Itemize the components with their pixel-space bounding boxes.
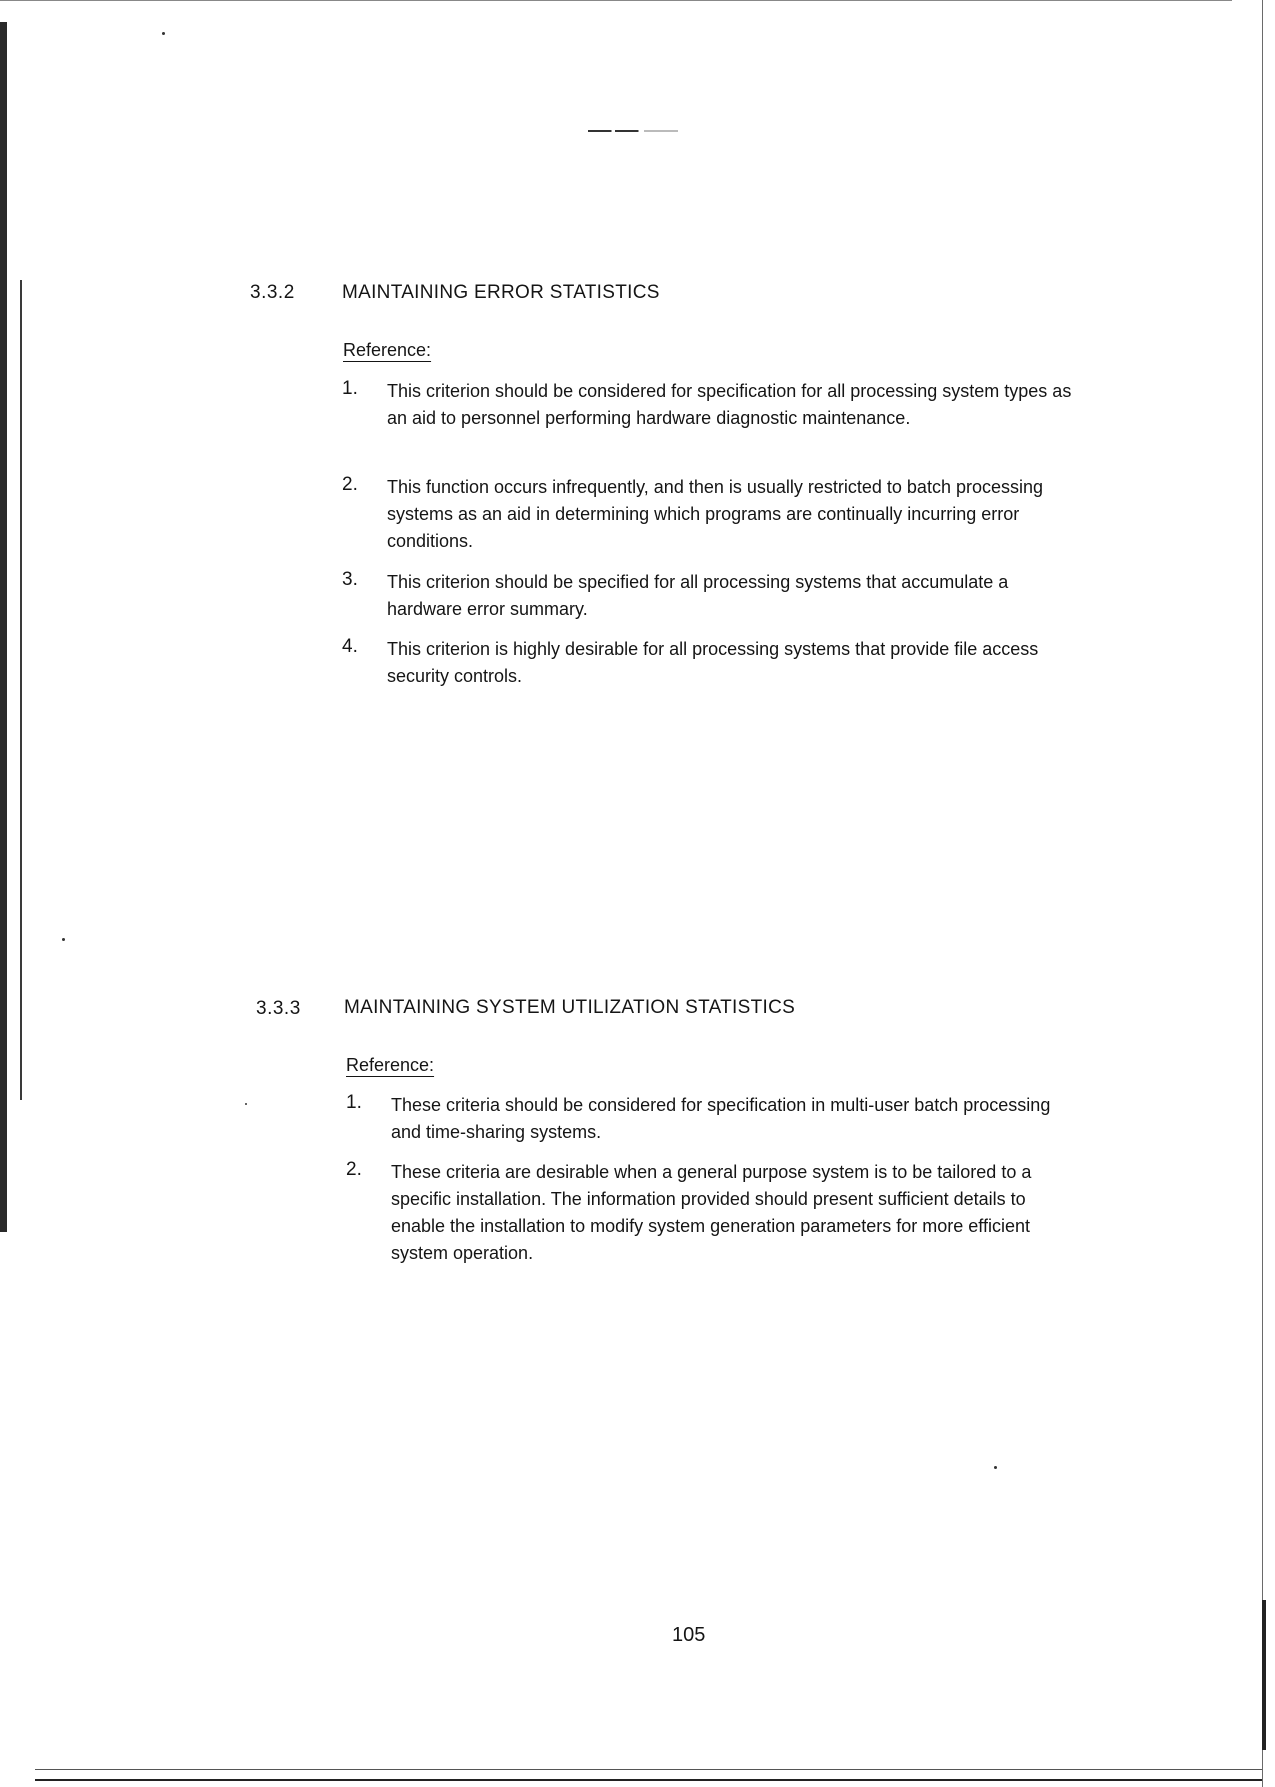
page-number: 105 — [672, 1624, 706, 1646]
scan-top-edge — [0, 0, 1232, 1]
section-title: MAINTAINING SYSTEM UTILIZATION STATISTICS — [344, 997, 796, 1018]
item-number: 4. — [342, 636, 358, 657]
scan-dash-mark — [588, 130, 678, 132]
scan-speck — [162, 32, 165, 35]
item-text: These criteria are desirable when a general purpose system is to be tailored to a specific installation. The information provided should present sufficient details to enable the installation to modify system generation parameters for more efficient system operation. — [391, 1162, 1032, 1263]
item-text: This criterion is highly desirable for all processing systems that provide file access security controls. — [387, 639, 1039, 686]
scan-right-edge-dark — [1262, 1600, 1266, 1750]
item-number: 2. — [342, 474, 358, 495]
item-text: These criteria should be considered for specification in multi-user batch processing and time-sharing systems. — [391, 1095, 1051, 1142]
scan-right-edge — [1262, 0, 1263, 1787]
item-text: This criterion should be considered for specification for all processing system types as an aid to personnel performing hardware diagnostic maintenance. — [387, 381, 1072, 428]
scan-speck — [245, 1103, 247, 1105]
item-number: 3. — [342, 569, 358, 590]
item-text: This criterion should be specified for all processing systems that accumulate a hardware error summary. — [387, 572, 1009, 619]
scan-left-edge — [0, 22, 7, 1232]
section-number: 3.3.3 — [256, 998, 301, 1019]
section-number: 3.3.2 — [250, 282, 295, 303]
scan-left-line — [20, 280, 22, 1100]
item-text: This function occurs infrequently, and then is usually restricted to batch processing systems as an aid in determining which programs are continually incurring error conditions. — [387, 477, 1044, 551]
scan-speck — [994, 1466, 997, 1469]
item-number: 2. — [346, 1159, 362, 1180]
reference-label: Reference: — [346, 1055, 435, 1075]
scan-bottom-edge — [35, 1779, 1262, 1781]
item-number: 1. — [342, 378, 358, 399]
scan-speck — [62, 938, 65, 941]
section-title: MAINTAINING ERROR STATISTICS — [342, 282, 660, 303]
scan-bottom-line — [35, 1769, 1262, 1770]
item-number: 1. — [346, 1092, 362, 1113]
reference-label: Reference: — [343, 340, 432, 360]
